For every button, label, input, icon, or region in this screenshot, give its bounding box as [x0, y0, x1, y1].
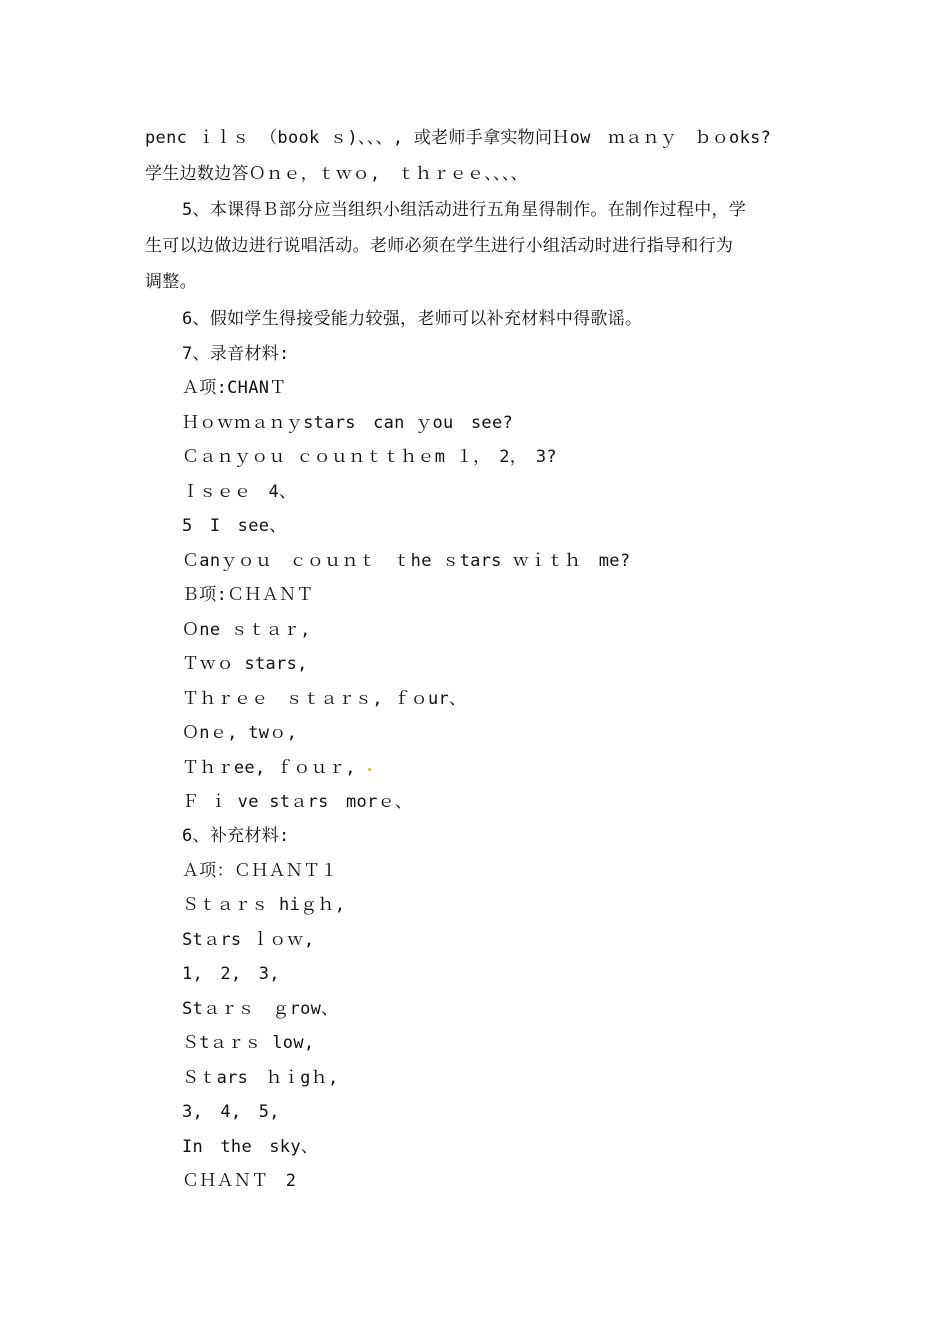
- chant-line: 5 I see、: [182, 516, 287, 536]
- chant-line: Ｏne ｓｔａｒ,: [182, 620, 311, 640]
- chant-line: Ｆ ｉ ve stａrs morｅ、: [182, 792, 413, 812]
- chant-line: 1, 2, 3,: [182, 964, 280, 984]
- chant-line: Ｔｗｏ stars,: [182, 654, 308, 674]
- chant-line: Ｓtａｒｓ low,: [182, 1033, 315, 1053]
- chant-heading: Ａ项：ＣＨＡＮＴ１: [182, 861, 338, 881]
- chant-line: Stａｒｓ ｇrow、: [182, 999, 339, 1019]
- paragraph-line: 调整。: [145, 272, 197, 292]
- paragraph-line: 6、假如学生得接受能力较强，老师可以补充材料中得歌谣。: [182, 309, 643, 329]
- chant-line: Ｃanｙｏｕ ｃｏｕｎｔ ｔhe ｓtars ｗｉｔｈ me?: [182, 551, 631, 571]
- chant-line: Ｓｔａｒｓ hiｇｈ,: [182, 895, 346, 915]
- section-heading: 6、补充材料:: [182, 826, 290, 846]
- paragraph-line: 生可以边做边进行说唱活动。老师必须在学生进行小组活动时进行指导和行为: [145, 236, 734, 256]
- chant-line: Ｃａｎｙｏｕ ｃｏｕｎｔｔｈｅm １， 2， 3?: [182, 447, 557, 467]
- chant-heading: Ａ项:CHANＴ: [182, 378, 287, 398]
- chant-line: Ｉｓｅｅ 4、: [182, 482, 297, 502]
- chant-line: Ｏnｅ, twｏ,: [182, 723, 298, 743]
- chant-heading: Ｂ项:ＣＨＡＮＴ: [182, 585, 314, 605]
- chant-heading: ＣＨＡＮＴ 2: [182, 1171, 297, 1191]
- chant-line: In the sky、: [182, 1137, 319, 1157]
- stray-mark: [368, 768, 371, 771]
- chant-line: Ｔｈｒｅｅ ｓｔａｒｓ, ｆｏur、: [182, 689, 467, 709]
- chant-line: Stａrs ｌｏｗ,: [182, 930, 315, 950]
- chant-line: Ｈｏｗｍａｎｙstars can ｙou see?: [182, 413, 514, 433]
- chant-line: 3, 4, 5,: [182, 1102, 280, 1122]
- paragraph-line: 学生边数边答Ｏｎｅ，ｔｗｏ, ｔｈｒｅｅ、、、、: [145, 164, 528, 184]
- chant-line: Ｓｔars ｈｉgｈ,: [182, 1068, 339, 1088]
- chant-line: Ｔｈｒee, ｆｏｕｒ,: [182, 758, 356, 778]
- paragraph-line: 5、本课得Ｂ部分应当组织小组活动进行五角星得制作。在制作过程中，学: [182, 200, 747, 220]
- section-heading: 7、录音材料:: [182, 344, 290, 364]
- paragraph-line: penc ｉｌｓ （book ｓ)、、、, 或老师手拿实物问Ｈow ｍａｎｙ ｂｏoks?: [145, 128, 772, 148]
